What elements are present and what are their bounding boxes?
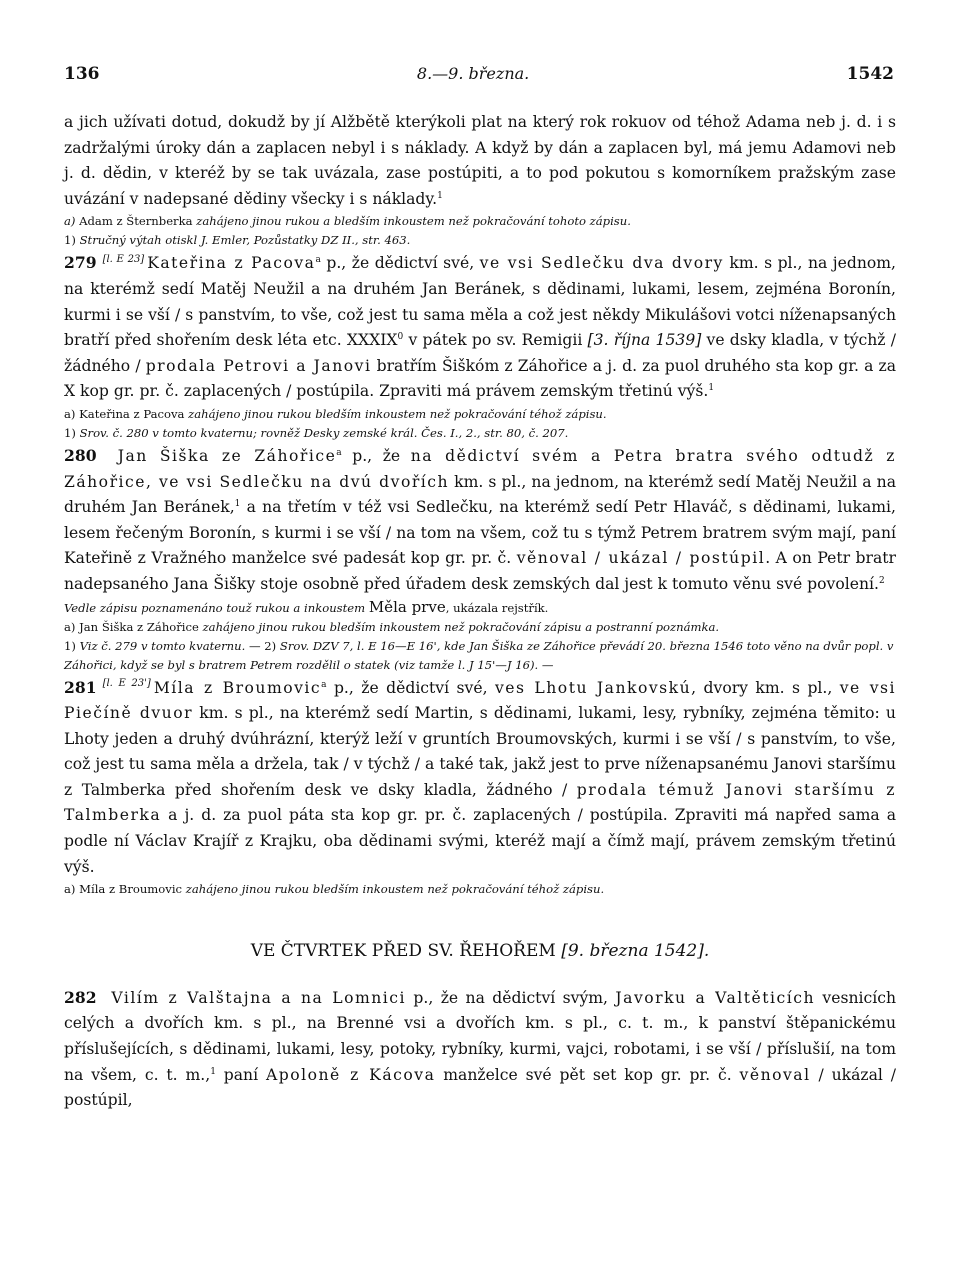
entry-280-side-note: Vedle zápisu poznamenáno touž rukou a inkoustem Měla prve, ukázala rejstřík.: [64, 597, 549, 616]
entry-281-note-a: a) Míla z Broumovic zahájeno jinou rukou bledším inkoustem než pokračování téhož zápisu.: [64, 882, 605, 897]
header-date: 8.—9. března.: [416, 64, 530, 83]
document-body: [64, 110, 896, 1114]
entry-279: 279 [l. E 23] Kateřina z Pacova$^a$ p., že dědictví své, ve vsi Sedlečku dva dvory km. s pl., na jednom, na kterémž sedí Matěj Neužil a na druhém Jan Beránek, s dědinami, lukami, lesem, zejména Boronín, kurmi i se vší / s panstvím, to vše, což jest tu sama měla a což jest někdy Mikulášovi votci níženapsaných bratří před shořením desk léta etc. XXXIX$^0$ v pátek po sv. Remigii [3. října 1539] ve dsky kladla, v týchž / žádného / prodala Petrovi a Janovi bratřím Šiškóm z Záhořice a j. d. za puol druhého sta kop gr. a za X kop gr. pr. č. zaplacených / postúpila. Zpraviti má právem zemským třetinú výš.$^1$: [64, 253, 897, 401]
entry-number: 282: [64, 987, 97, 1007]
entry-282: 282 Vilím z Valštajna a na Lomnici p., že na dědictví svým, Javorku a Valtěticích vesnicích celých a dvořích km. s pl., na Brenné vsi a dvořích km. s pl., c. t. m., k panství štěpanickému příslušejících, s dědinami, lukami, lesy, potoky, rybníky, kurmi, vajci, robotami, i se vší / příslušií, na tom na všem, c. t. m.,$^1$ paní Apoloně z Kácova manželce své pět set kop gr. pr. č. věnoval / ukázal / postúpil,: [64, 987, 897, 1110]
header-year: 1542: [846, 64, 894, 84]
entry-279-note-1: 1) Srov. č. 280 v tomto kvaternu; rovněž Desky zemské král. Čes. I., 2., str. 80, č. 207.: [64, 425, 569, 440]
entry-number: 279: [64, 253, 97, 273]
entry-281: 281 [l. E 23'] Míla z Broumovic$^a$ p., že dědictví své, ves Lhotu Jankovskú, dvory km. s pl., ve vsi Piečíně dvuor km. s pl., na kterémž sedí Martin, s dědinami, lukami, lesy, rybníky, zejména těmito: u Lhoty jeden a druhý dvúhrázní, kterýž leží v gruntích Broumovských, kurmi i se vší / s panstvím, to vše, což jest tu sama měla a držela, tak / v týchž / a také tak, jakž jest to prve níženapsanému Janovi staršímu z Talmberka před shořením desk ve dsky kladla, žádného / prodala témuž Janovi staršímu z Talmberka a j. d. za puol páta sta kop gr. pr. č. zaplacených / postúpila. Zpraviti má napřed sama a podle ní Václav Krajíř z Krajku, oba dědinami svými, kteréž mají a čímž mají, právem zemským třetinú výš.: [64, 677, 897, 876]
entry-280-note-a: a) Jan Šiška z Záhořice zahájeno jinou rukou bledším inkoustem než pokračování zápisu a postranní poznámka.: [64, 619, 720, 634]
entry-number: 281: [64, 677, 97, 697]
folio-ref: [l. E 23]: [102, 254, 145, 266]
intro-note-a: a) Adam z Šternberka zahájeno jinou rukou a bledším inkoustem než pokračování tohoto zápisu.: [64, 214, 631, 229]
entry-280-note-1-2: 1) Viz č. 279 v tomto kvaternu. — 2) Srov. DZV 7, l. E 16—E 16', kde Jan Šiška ze Záhořice převádí 20. března 1546 toto věno na dvůr popl. v Záhořici, když se byl s bratrem Petrem rozdělil o statek (viz tamže l. J 15'—J 16). —: [64, 638, 894, 672]
page-number: 136: [64, 64, 100, 84]
section-heading: VE ČTVRTEK PŘED SV. ŘEHOŘEM [9. března 1542].: [250, 941, 710, 962]
footnote-ref: 1: [437, 190, 443, 201]
running-header: [64, 64, 894, 84]
intro-paragraph: a jich užívati dotud, dokudž by jí Alžbětě kterýkoli plat na který rok rokuov od téhož Adama neb j. d. i s zadržalými úroky dán a zaplacen nebyl i s náklady. A když by dán a zaplacen byl, má jemu Adamovi neb j. d. dědin, v kteréž by se tak uvázala, zase postúpiti, a to pod pokutou s komorníkem pražským zase uvázání v nadepsané dědiny všecky i s náklady.$^1$: [64, 113, 896, 208]
intro-note-1: 1) Stručný výtah otiskl J. Emler, Pozůstatky DZ II., str. 463.: [64, 233, 411, 248]
entry-279-note-a: a) Kateřina z Pacova zahájeno jinou rukou bledším inkoustem než pokračování téhož zápisu.: [64, 406, 607, 421]
entry-280: 280 Jan Šiška ze Záhořice$^a$ p., že na dědictví svém a Petra bratra svého odtudž z Záhořice, ve vsi Sedlečku na dvú dvořích km. s pl., na jednom, na kterémž sedí Matěj Neužil a na druhém Jan Beránek,$^1$ a na třetím v též vsi Sedlečku, na kterémž sedí Petr Hlaváč, s dědinami, lukami, lesem řečeným Boronín, s kurmi i se vší / na tom na všem, což tu s týmž Petrem bratrem svým mají, paní Kateřině z Vražného manželce své padesát kop gr. pr. č. věnoval / ukázal / postúpil. A on Petr bratr nadepsaného Jana Šišky stoje osobně před úřadem desk zemských dal jest k tomuto věnu své povolení.$^2$: [64, 445, 897, 593]
entry-number: 280: [64, 445, 97, 465]
folio-ref: [l. E 23']: [102, 678, 151, 690]
